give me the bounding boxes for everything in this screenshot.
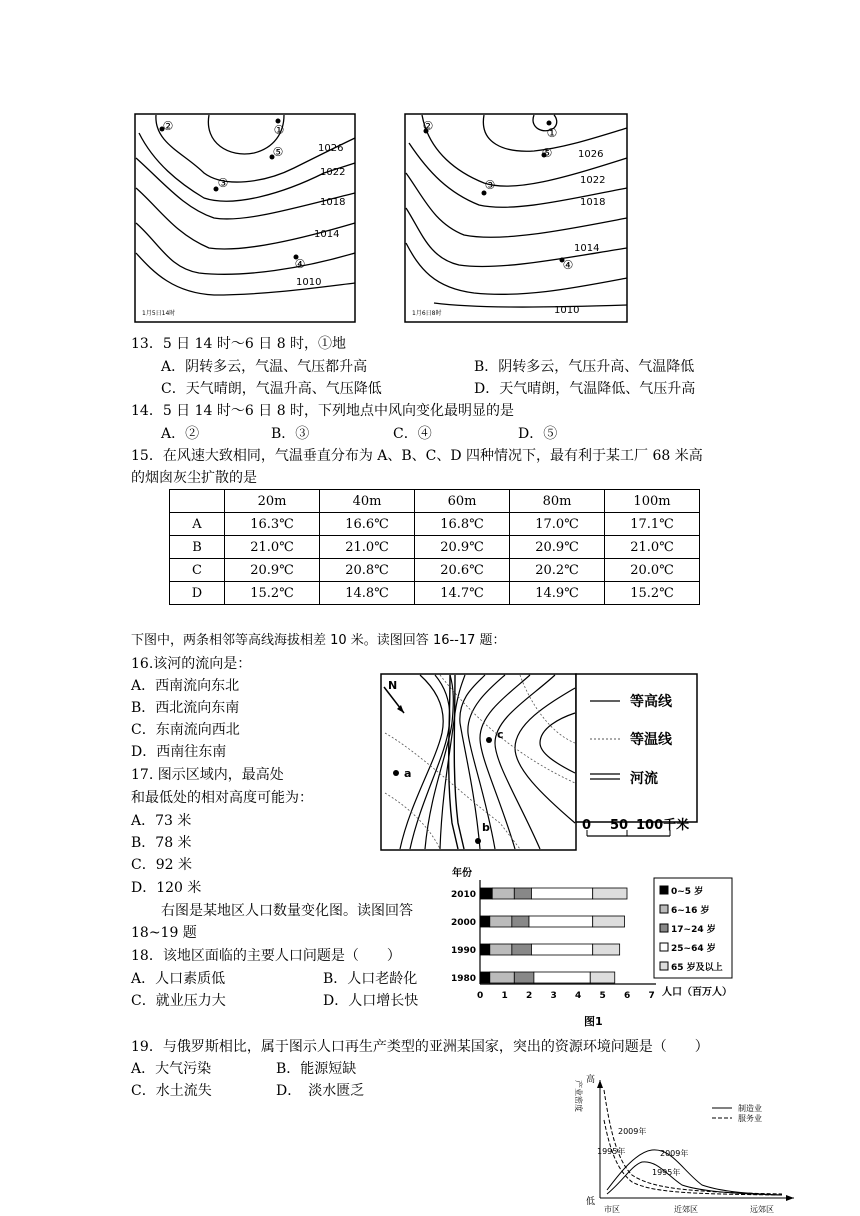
point-1-right: ① [546, 126, 558, 140]
table-header-cell: 20m [225, 490, 320, 513]
population-bar-segment [480, 888, 492, 899]
x-tick-label: 7 [648, 991, 655, 1001]
x-label-suburb: 近郊区 [674, 1205, 698, 1214]
point-2-right: ② [422, 119, 434, 133]
q16-stem: 16.该河的流向是： [131, 656, 252, 672]
point-5-left: ⑤ [272, 145, 284, 159]
point-c: c [497, 728, 504, 741]
table-row [170, 513, 700, 536]
isobar-label: 1018 [580, 197, 606, 208]
q13-option-b: B．阴转多云，气压升高、气温降低 [474, 359, 695, 375]
q14-stem: 14．5 日 14 时～6 日 8 时，下列地点中风向变化最明显的是 [131, 403, 515, 419]
q14-option-d: D．⑤ [518, 426, 558, 442]
annotation: 1995年 [597, 1147, 626, 1156]
scale-label: 0 [582, 818, 592, 833]
isobar-label: 1018 [320, 197, 346, 208]
legend-label: 0~5 岁 [671, 887, 704, 897]
intro-18-19: 右图是某地区人口数量变化图。读图回答 [161, 903, 413, 919]
table-cell: 15.2℃ [605, 582, 700, 605]
annotation: 1995年 [652, 1168, 681, 1177]
annotation: 2009年 [618, 1127, 647, 1136]
population-bar-segment [490, 972, 515, 983]
year-label: 1990 [451, 946, 477, 956]
point-4-left: ④ [294, 257, 306, 271]
population-bar-segment [514, 888, 531, 899]
x-label-outer-suburb: 远郊区 [750, 1205, 774, 1214]
table-cell: 20.6℃ [415, 559, 510, 582]
table-cell: 20.9℃ [415, 536, 510, 559]
isobar-map-left [134, 113, 356, 323]
isobar-label: 1026 [578, 149, 604, 160]
intro-16-17: 下图中，两条相邻等高线海拔相差 10 米。读图回答 16--17 题： [131, 633, 506, 648]
q19-option-d: D． 淡水匮乏 [276, 1083, 365, 1099]
q15-stem: 15．在风速大致相同，气温垂直分布为 A、B、C、D 四种情况下，最有利于某工厂 68 米高 [131, 448, 703, 464]
table-cell: 16.3℃ [225, 513, 320, 536]
table-header-cell: 100m [605, 490, 700, 513]
table-cell: A [170, 513, 225, 536]
isobar-label: 1010 [296, 277, 322, 288]
table-header-cell [170, 490, 225, 513]
temperature-table [169, 489, 700, 605]
population-bar-segment [492, 888, 514, 899]
population-bar-segment [593, 888, 627, 899]
population-bar-segment [480, 916, 490, 927]
population-bar-segment [480, 944, 490, 955]
x-tick-label: 0 [477, 991, 484, 1001]
legend-isotherm: 等温线 [630, 732, 672, 748]
q13-option-d: D．天气晴朗，气温降低、气压升高 [474, 381, 696, 397]
point-5-right: ⑤ [541, 146, 553, 160]
legend-contour: 等高线 [630, 694, 672, 710]
table-header-cell: 80m [510, 490, 605, 513]
table-cell: 20.9℃ [510, 536, 605, 559]
y-low-label: 低 [586, 1197, 596, 1207]
legend-label: 6~16 岁 [671, 906, 710, 916]
y-axis-title: 产业密度 [574, 1080, 583, 1112]
q17-option-c: C．92 米 [131, 857, 192, 873]
population-bar-segment [531, 888, 592, 899]
table-cell: D [170, 582, 225, 605]
isobar-label: 1014 [314, 229, 340, 240]
legend-river: 河流 [630, 771, 658, 787]
isobar-label: 1022 [580, 175, 606, 186]
x-label-urban: 市区 [604, 1205, 620, 1214]
table-header-cell: 40m [320, 490, 415, 513]
point-3-right: ③ [484, 178, 496, 192]
table-cell: 21.0℃ [225, 536, 320, 559]
table-cell: 17.1℃ [605, 513, 700, 536]
table-header-cell: 60m [415, 490, 510, 513]
table-cell: 16.8℃ [415, 513, 510, 536]
q17-option-b: B．78 米 [131, 835, 192, 851]
q17-option-a: A．73 米 [131, 813, 192, 829]
table-cell: 20.2℃ [510, 559, 605, 582]
q13-stem: 13．5 日 14 时～6 日 8 时，①地 [131, 336, 347, 352]
y-high-label: 高 [586, 1075, 596, 1085]
table-cell: 14.9℃ [510, 582, 605, 605]
point-3-left: ③ [217, 176, 229, 190]
isobar-label: 1014 [574, 243, 600, 254]
table-row [170, 559, 700, 582]
legend-label: 65 岁及以上 [671, 963, 723, 973]
annotation: 2009年 [660, 1149, 689, 1158]
table-row [170, 536, 700, 559]
population-bar-segment [590, 972, 615, 983]
legend-label: 25~64 岁 [671, 944, 716, 954]
point-a: a [404, 767, 412, 780]
q14-option-b: B．③ [271, 426, 310, 442]
population-chart [446, 862, 736, 1032]
legend-swatch [660, 924, 668, 932]
population-bar-segment [490, 944, 512, 955]
q19-option-a: A．大气污染 [131, 1061, 212, 1077]
legend-swatch [660, 943, 668, 951]
q19-option-b: B．能源短缺 [276, 1061, 357, 1077]
table-row [170, 582, 700, 605]
isobar-label: 1026 [318, 143, 344, 154]
contour-map [380, 673, 698, 851]
scale-label: 50 [610, 818, 629, 833]
table-cell: 16.6℃ [320, 513, 415, 536]
north-label: N [388, 679, 398, 692]
table-cell: 15.2℃ [225, 582, 320, 605]
scale-label: 100千米 [636, 818, 690, 833]
population-bar-segment [531, 944, 592, 955]
q17-option-d: D．120 米 [131, 880, 202, 896]
x-tick-label: 4 [575, 991, 582, 1001]
q14-option-a: A．② [161, 426, 200, 442]
map-caption-right: 1月6日8时 [412, 310, 442, 317]
intro-18-19-cont: 18~19 题 [131, 925, 197, 941]
x-tick-label: 1 [501, 991, 508, 1001]
year-label: 1980 [451, 974, 477, 984]
isobar-label: 1010 [554, 305, 580, 316]
x-tick-label: 3 [550, 991, 557, 1001]
point-1-left: ① [273, 123, 285, 137]
population-bar-segment [480, 972, 490, 983]
table-cell: 14.8℃ [320, 582, 415, 605]
q18-option-c: C．就业压力大 [131, 993, 226, 1009]
year-label: 2010 [451, 890, 477, 900]
table-cell: 17.0℃ [510, 513, 605, 536]
q16-option-c: C．东南流向西北 [131, 722, 240, 738]
isobar-label: 1022 [320, 167, 346, 178]
legend-swatch [660, 962, 668, 970]
q13-option-a: A．阴转多云，气温、气压都升高 [161, 359, 368, 375]
x-tick-label: 5 [599, 991, 606, 1001]
q19-stem: 19．与俄罗斯相比，属于图示人口再生产类型的亚洲某国家，突出的资源环境问题是（ ） [131, 1039, 709, 1055]
q18-option-b: B．人口老龄化 [323, 971, 418, 987]
population-bar-segment [490, 916, 512, 927]
industry-density-chart [574, 1070, 800, 1216]
population-bar-segment [514, 972, 534, 983]
q16-option-a: A．西南流向东北 [131, 678, 240, 694]
x-axis-title: 人口（百万人） [662, 987, 732, 998]
table-cell: C [170, 559, 225, 582]
q19-option-c: C．水土流失 [131, 1083, 212, 1099]
legend-swatch [660, 905, 668, 913]
q17-stem: 17. 图示区域内，最高处 [131, 767, 284, 783]
q16-option-b: B．西北流向东南 [131, 700, 240, 716]
point-4-right: ④ [562, 258, 574, 272]
q14-option-c: C．④ [393, 426, 432, 442]
table-cell: 20.9℃ [225, 559, 320, 582]
table-cell: 14.7℃ [415, 582, 510, 605]
isobar-map-right [404, 113, 628, 323]
population-bar-segment [512, 916, 529, 927]
q18-option-a: A．人口素质低 [131, 971, 226, 987]
point-2-left: ② [162, 119, 174, 133]
y-axis-title: 年份 [452, 868, 472, 879]
x-tick-label: 6 [624, 991, 631, 1001]
table-cell: B [170, 536, 225, 559]
table-cell: 20.8℃ [320, 559, 415, 582]
population-bar-segment [529, 916, 593, 927]
population-bar-segment [512, 944, 532, 955]
legend-label: 17~24 岁 [671, 925, 716, 935]
legend-service: 服务业 [738, 1114, 762, 1123]
year-label: 2000 [451, 918, 477, 928]
table-cell: 20.0℃ [605, 559, 700, 582]
figure-caption: 图1 [584, 1015, 603, 1028]
x-tick-label: 2 [526, 991, 533, 1001]
table-header-row [170, 490, 700, 513]
population-bar-segment [593, 944, 620, 955]
q13-option-c: C．天气晴朗，气温升高、气压降低 [161, 381, 382, 397]
population-bar-segment [593, 916, 625, 927]
map-caption-left: 1月5日14时 [142, 310, 176, 317]
q17-stem-cont: 和最低处的相对高度可能为： [131, 790, 313, 806]
q15-stem-cont: 的烟囱灰尘扩散的是 [131, 470, 257, 486]
table-cell: 21.0℃ [320, 536, 415, 559]
population-bar-segment [534, 972, 590, 983]
point-b: b [482, 821, 490, 834]
table-cell: 21.0℃ [605, 536, 700, 559]
legend-swatch [660, 886, 668, 894]
q18-option-d: D．人口增长快 [323, 993, 419, 1009]
q16-option-d: D．西南往东南 [131, 744, 227, 760]
q18-stem: 18．该地区面临的主要人口问题是（ ） [131, 948, 401, 964]
legend-manufacturing: 制造业 [738, 1104, 762, 1113]
